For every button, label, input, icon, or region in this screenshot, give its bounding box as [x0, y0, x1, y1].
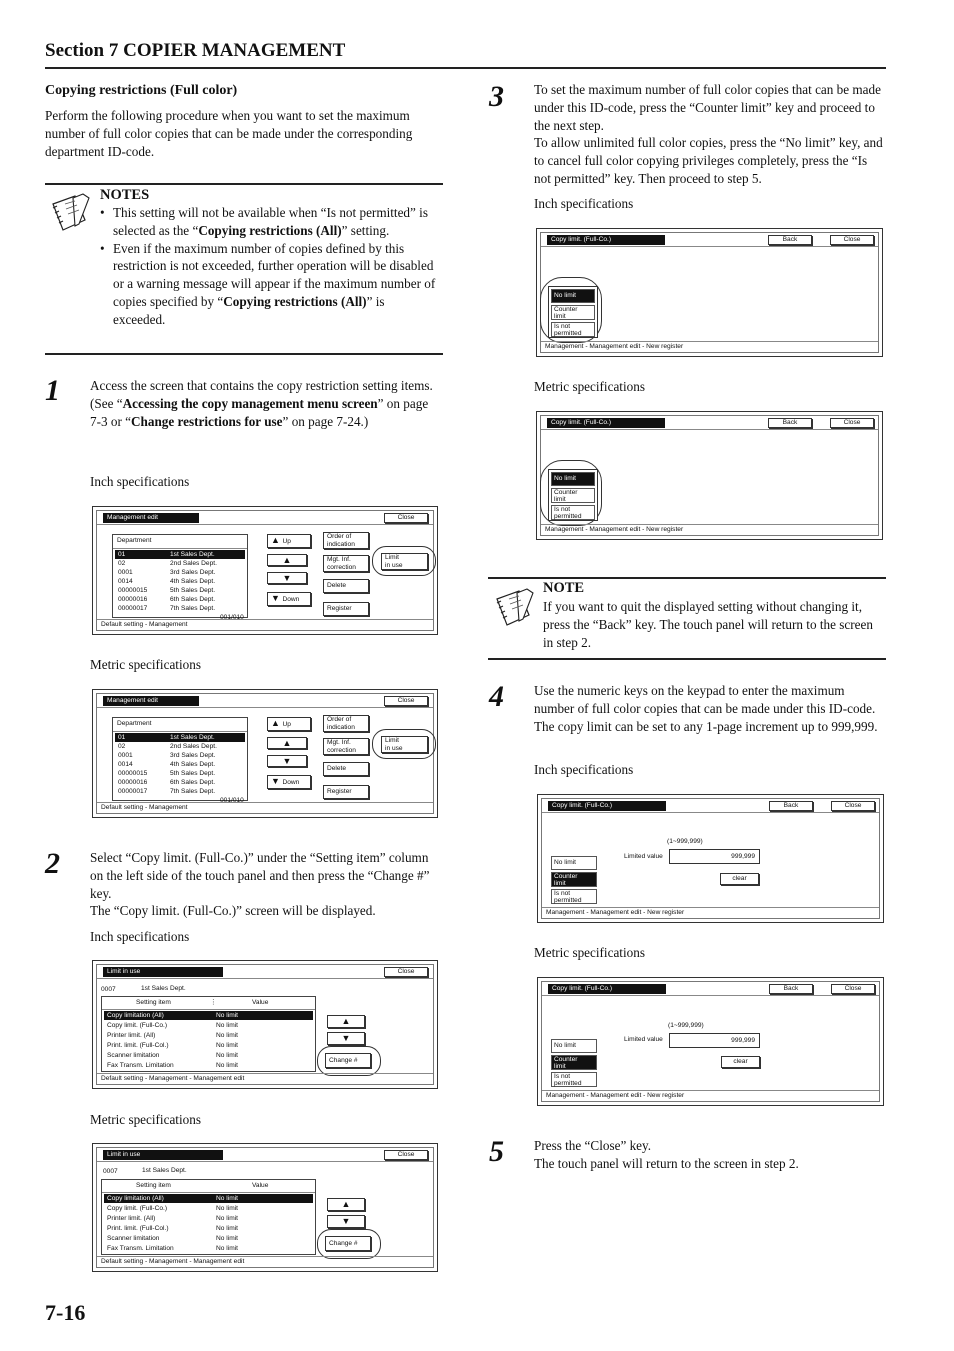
up-arrow-icon: ▲: [271, 535, 280, 545]
copy-limit-panel-metric: [536, 411, 883, 540]
down-button[interactable]: ▼ Down: [267, 775, 311, 789]
up-arrow-icon: ▲: [282, 555, 292, 565]
panel-title: Copy limit. (Full-Co.): [548, 984, 666, 994]
caption-metric-3: Metric specifications: [534, 379, 645, 394]
dept-code: 0007: [101, 986, 116, 993]
table-row[interactable]: Fax Transm. Limitation No limit: [107, 1062, 238, 1069]
list-item[interactable]: 0014 4th Sales Dept.: [118, 761, 216, 768]
intro-heading: Copying restrictions (Full color): [45, 83, 238, 98]
step-1-ref-2: Change restrictions for use: [131, 413, 283, 429]
is-not-permitted-button[interactable]: Is not permitted: [551, 322, 595, 337]
list-item[interactable]: 00000017 7th Sales Dept.: [118, 788, 216, 795]
close-button[interactable]: Close: [831, 984, 875, 994]
change-number-button[interactable]: Change #: [325, 1053, 371, 1068]
back-button[interactable]: Back: [769, 801, 813, 811]
caption-inch-1: Inch specifications: [90, 474, 190, 489]
down-arrow-icon: ▼: [271, 593, 280, 603]
setting-item-list: [101, 1179, 316, 1255]
down-arrow-icon: ▼: [271, 776, 280, 786]
table-row[interactable]: Copy limit. (Full-Co.) No limit: [107, 1022, 238, 1029]
panel-footer: Default setting - Management: [97, 619, 433, 630]
delete-button[interactable]: Delete: [323, 579, 369, 593]
table-row[interactable]: Print. limit. (Full-Col.) No limit: [107, 1042, 238, 1049]
step-1-text: [90, 377, 442, 430]
header-rule: [45, 67, 886, 69]
no-limit-button[interactable]: No limit: [551, 472, 595, 486]
up-arrow-icon: ▲: [341, 1016, 351, 1026]
note2-text-c: ” is exceeded.: [113, 293, 385, 327]
step-2-number: 2: [45, 847, 60, 880]
panel-footer: Default setting - Management: [97, 802, 433, 813]
value-header: Value: [252, 1182, 269, 1189]
setting-item-header: Setting item: [136, 1182, 171, 1189]
step-5-line-2: The touch panel will return to the screen in step 2.: [534, 1155, 799, 1171]
table-row[interactable]: Printer limit. (All) No limit: [107, 1032, 238, 1039]
note-rule-top: [488, 577, 886, 579]
counter-limit-button[interactable]: Counter limit: [551, 872, 597, 887]
table-row[interactable]: Fax Transm. Limitation No limit: [107, 1245, 238, 1252]
clear-button[interactable]: clear: [720, 873, 759, 885]
close-button[interactable]: Close: [384, 967, 428, 977]
note1-text-c: ” setting.: [341, 222, 390, 238]
panel-title: Management edit: [103, 696, 199, 706]
is-not-permitted-button[interactable]: Is not permitted: [551, 505, 595, 520]
scroll-down-button[interactable]: [327, 1215, 365, 1228]
order-of-indication-button[interactable]: Order of indication: [323, 715, 369, 732]
panel-footer: Management - Management edit - New register: [542, 1090, 879, 1101]
counter-limit-panel-metric: [537, 977, 884, 1106]
close-button[interactable]: Close: [384, 696, 428, 706]
setting-item-list: [101, 996, 316, 1072]
panel-footer: Management - Management edit - New register: [542, 907, 879, 918]
table-row[interactable]: Scanner limitation No limit: [107, 1052, 238, 1059]
limit-options: [549, 854, 599, 906]
management-edit-panel-inch: [92, 506, 438, 635]
limit-options: [549, 1037, 599, 1089]
panel-footer: Default setting - Management - Management edit: [97, 1073, 433, 1084]
value-header: Value: [252, 999, 269, 1006]
page-indicator: 001/010: [220, 797, 244, 804]
panel-title: Copy limit. (Full-Co.): [547, 418, 665, 428]
step-1-line-2: [90, 395, 442, 431]
close-button[interactable]: Close: [384, 513, 428, 523]
up-button[interactable]: ▲ Up: [267, 717, 311, 731]
list-item[interactable]: 01 1st Sales Dept.: [115, 733, 245, 742]
scroll-up-button[interactable]: [267, 737, 307, 749]
department-header: Department: [117, 720, 152, 727]
step-3-line-1: To set the maximum number of full color copies that can be made under this ID-code, press the “Counter limit” key and proceed to the next step.: [534, 82, 881, 133]
step-4-text: Use the numeric keys on the keypad to enter the maximum number of full color copies that can be made under this ID-code. The copy limit can be set to any 1-page increment up to 999,999.: [534, 683, 878, 734]
caption-inch-3: Inch specifications: [534, 196, 634, 211]
table-row[interactable]: Copy limitation (All) No limit: [104, 1194, 313, 1203]
step-1-see: (See “: [90, 395, 123, 411]
limit-in-use-panel-inch: [92, 960, 438, 1089]
limit-options: [548, 286, 598, 338]
list-item[interactable]: 02 2nd Sales Dept.: [118, 560, 217, 567]
department-list: [112, 717, 248, 801]
list-item[interactable]: 0014 4th Sales Dept.: [118, 578, 216, 585]
step-1-or: ” on page 7-3 or “: [90, 395, 429, 429]
is-not-permitted-button[interactable]: Is not permitted: [551, 1072, 597, 1087]
limited-value-label: Limited value: [624, 853, 663, 860]
caption-inch-4: Inch specifications: [534, 762, 634, 777]
list-item[interactable]: 02 2nd Sales Dept.: [118, 743, 217, 750]
panel-footer: Management - Management edit - New register: [541, 341, 878, 352]
order-of-indication-button[interactable]: Order of indication: [323, 532, 369, 549]
panel-title: Limit in use: [103, 1150, 223, 1160]
list-item[interactable]: 00000015 5th Sales Dept.: [118, 587, 216, 594]
copy-limit-panel-inch: [536, 228, 883, 357]
step-2-line-2: The “Copy limit. (Full-Co.)” screen will be displayed.: [90, 903, 376, 919]
note2-text-b: Copying restrictions (All): [223, 293, 367, 309]
counter-limit-panel-inch: [537, 794, 884, 923]
table-row[interactable]: Copy limitation (All) No limit: [104, 1011, 313, 1020]
no-limit-button[interactable]: No limit: [551, 1039, 597, 1053]
notes-list: [100, 204, 440, 329]
down-button[interactable]: ▼ Down: [267, 592, 311, 606]
caption-metric-2: Metric specifications: [90, 1112, 201, 1127]
table-row[interactable]: Print. limit. (Full-Col.) No limit: [107, 1225, 238, 1232]
notebook-icon: [489, 585, 537, 633]
note-text: If you want to quit the displayed setting without changing it, press the “Back” key. The touch panel will return to the screen in step 2.: [543, 599, 873, 650]
limited-value-label: Limited value: [624, 1036, 663, 1043]
limit-in-use-panel-metric: [92, 1143, 438, 1272]
note-title: NOTE: [543, 580, 585, 596]
scroll-up-button[interactable]: [327, 1198, 365, 1211]
column-divider: ⋮: [210, 999, 217, 1006]
notes-rule-bottom: [45, 353, 443, 355]
list-item[interactable]: 01 1st Sales Dept.: [115, 550, 245, 559]
step-1-ref-1: Accessing the copy management menu screen: [122, 395, 378, 411]
step-1-number: 1: [45, 374, 60, 407]
step-2-line-1: Select “Copy limit. (Full-Co.)” under the “Setting item” column on the left side of the touch panel and then press the “Change #” key.: [90, 850, 430, 901]
section-title: Section 7 COPIER MANAGEMENT: [45, 40, 346, 61]
back-button[interactable]: Back: [768, 418, 812, 428]
note1-text-a: This setting will not be available when “Is not permitted” is selected as the “: [113, 205, 428, 238]
up-arrow-icon: ▲: [341, 1199, 351, 1209]
notes-bullet-2: • Even if the maximum number of copies defined by this restriction is not exceeded, further operation will be disabled or a warning message will appear if the maximum number of copies specified by “Copying restrictions (All)” is exceeded.: [100, 240, 436, 327]
list-item[interactable]: 0001 3rd Sales Dept.: [118, 752, 216, 759]
list-item[interactable]: 00000016 6th Sales Dept.: [118, 596, 216, 603]
notes-title: NOTES: [100, 187, 150, 203]
list-item[interactable]: 00000016 6th Sales Dept.: [118, 779, 216, 786]
panel-title: Copy limit. (Full-Co.): [547, 235, 665, 245]
step-3-line-2: To allow unlimited full color copies, press the “No limit” key, and to cancel full color copying privileges completely, press the “Is not permitted” key. Then proceed to step 5.: [534, 135, 883, 186]
table-row[interactable]: Copy limit. (Full-Co.) No limit: [107, 1205, 238, 1212]
limit-in-use-button[interactable]: Limit in use: [381, 553, 428, 570]
note2-text-a: Even if the maximum number of copies defined by this restriction is not exceeded, further operation will be disabled or a warning message will appear if the maximum number of copies specified by “: [113, 240, 436, 309]
counter-limit-button[interactable]: Counter limit: [551, 1055, 597, 1070]
mgt-inf-correction-button[interactable]: Mgt. Inf. correction: [323, 738, 369, 755]
register-button[interactable]: Register: [323, 785, 369, 799]
panel-title: Limit in use: [103, 967, 223, 977]
close-button[interactable]: Close: [384, 1150, 428, 1160]
caption-metric-1: Metric specifications: [90, 657, 201, 672]
table-row[interactable]: Printer limit. (All) No limit: [107, 1215, 238, 1222]
back-button[interactable]: Back: [768, 235, 812, 245]
step-1-line-1: Access the screen that contains the copy restriction setting items.: [90, 378, 433, 393]
intro-text: Perform the following procedure when you want to set the maximum number of full color copies that can be made under the corresponding department ID-code.: [45, 108, 413, 159]
dept-name: 1st Sales Dept.: [141, 985, 186, 992]
list-item[interactable]: 00000015 5th Sales Dept.: [118, 770, 216, 777]
step-3-number: 3: [489, 80, 504, 113]
up-arrow-icon: ▲: [271, 718, 280, 728]
limited-value-field[interactable]: 999,999: [669, 849, 760, 864]
panel-title: Management edit: [103, 513, 199, 523]
list-item[interactable]: 00000017 7th Sales Dept.: [118, 605, 216, 612]
down-arrow-icon: ▼: [282, 573, 292, 583]
down-arrow-icon: ▼: [282, 756, 292, 766]
up-button[interactable]: ▲ Up: [267, 534, 311, 548]
scroll-down-button[interactable]: [267, 572, 307, 584]
up-arrow-icon: ▲: [282, 738, 292, 748]
step-2-text: [90, 849, 442, 920]
is-not-permitted-button[interactable]: Is not permitted: [551, 889, 597, 904]
panel-footer: Default setting - Management - Management edit: [97, 1256, 433, 1267]
register-button[interactable]: Register: [323, 602, 369, 616]
note1-text-b: Copying restrictions (All): [198, 222, 342, 238]
panel-footer: Management - Management edit - New register: [541, 524, 878, 535]
panel-title: Copy limit. (Full-Co.): [548, 801, 666, 811]
close-button[interactable]: Close: [830, 235, 874, 245]
down-arrow-icon: ▼: [341, 1033, 351, 1043]
no-limit-button[interactable]: No limit: [551, 289, 595, 303]
table-row[interactable]: Scanner limitation No limit: [107, 1235, 238, 1242]
change-number-button[interactable]: Change #: [325, 1236, 371, 1251]
scroll-down-button[interactable]: [267, 755, 307, 767]
notes-rule-top: [45, 183, 443, 185]
page-number: 7-16: [45, 1300, 86, 1325]
step-4-number: 4: [489, 680, 504, 713]
counter-limit-button[interactable]: Counter limit: [551, 305, 595, 320]
step-3-text: [534, 81, 886, 188]
dept-name: 1st Sales Dept.: [142, 1167, 187, 1174]
page-indicator: 001/010: [220, 614, 244, 621]
notebook-icon: [45, 190, 93, 238]
step-5-line-1: Press the “Close” key.: [534, 1138, 652, 1153]
clear-button[interactable]: clear: [721, 1056, 760, 1068]
department-list: [112, 534, 248, 618]
note-rule-bottom: [488, 658, 886, 660]
range-label: (1~999,999): [668, 1022, 704, 1029]
list-item[interactable]: 0001 3rd Sales Dept.: [118, 569, 216, 576]
caption-inch-2: Inch specifications: [90, 929, 190, 944]
close-button[interactable]: Close: [830, 418, 874, 428]
step-5-number: 5: [489, 1135, 504, 1168]
scroll-up-button[interactable]: [267, 554, 307, 566]
close-button[interactable]: Close: [831, 801, 875, 811]
limit-in-use-button[interactable]: Limit in use: [381, 736, 428, 753]
counter-limit-button[interactable]: Counter limit: [551, 488, 595, 503]
setting-item-header: Setting item: [136, 999, 171, 1006]
down-arrow-icon: ▼: [341, 1216, 351, 1226]
delete-button[interactable]: Delete: [323, 762, 369, 776]
management-edit-panel-metric: [92, 689, 438, 818]
limited-value-field[interactable]: 999,999: [669, 1033, 760, 1048]
caption-metric-4: Metric specifications: [534, 945, 645, 960]
notes-bullet-1: • This setting will not be available when “Is not permitted” is selected as the “Copying restrictions (All)” setting.: [100, 205, 428, 238]
department-header: Department: [117, 537, 152, 544]
step-1-page: ” on page 7-24.): [282, 413, 369, 429]
dept-code: 0007: [103, 1168, 118, 1175]
back-button[interactable]: Back: [769, 984, 813, 994]
scroll-down-button[interactable]: [327, 1032, 365, 1045]
limit-options: [548, 469, 598, 521]
range-label: (1~999,999): [667, 838, 703, 845]
mgt-inf-correction-button[interactable]: Mgt. Inf. correction: [323, 555, 369, 572]
step-5-text: [534, 1137, 886, 1173]
scroll-up-button[interactable]: [327, 1015, 365, 1028]
no-limit-button[interactable]: No limit: [551, 856, 597, 870]
